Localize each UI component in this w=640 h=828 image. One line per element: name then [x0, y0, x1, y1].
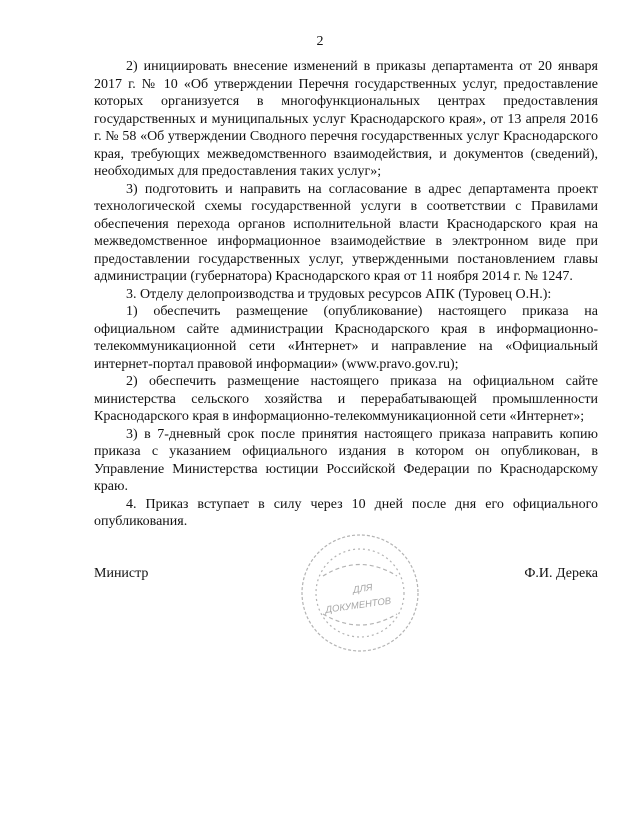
signatory-name: Ф.И. Дерека: [524, 566, 598, 581]
paragraph-section-4-effective: 4. Приказ вступает в силу через 10 дней после дня его официального опубликования.: [94, 496, 598, 529]
stamp-arc-bottom: [323, 614, 397, 625]
page-number: 2: [316, 34, 324, 49]
stamp-text-line1: ДЛЯ: [352, 582, 374, 596]
stamp-seal: [295, 528, 425, 658]
document-body: [94, 58, 598, 531]
paragraph-3-prepare-scheme: 3) подготовить и направить на согласование в адрес департамента проект технологической схемы государственной услуги в соответствии с Правилами обеспечения перехода органов исполнительной власти Краснодарского края на межведомственное информационное взаимодействие в электронном виде при предоставлении государственных услуг, утвержденными постановлением главы администрации (губернатора) Краснодарского края от 11 ноября 2014 г. № 1247.: [94, 181, 598, 284]
paragraph-1-publish-official: 1) обеспечить размещение (опубликование) настоящего приказа на официальном сайте администрации Краснодарского края в информационно-телекоммуникационной сети «Интернет» и направление на «Официальный интернет-портал правовой информации» (www.pravo.gov.ru);: [94, 304, 598, 372]
stamp-arc-top: [323, 565, 397, 577]
stamp-text-line2: ДОКУМЕНТОВ: [324, 595, 392, 616]
paragraph-2-publish-ministry: 2) обеспечить размещение настоящего приказа на официальном сайте министерства сельского хозяйства и перерабатывающей промышленности Краснодарского края в информационно-телекоммуникационной сети «Интернет»;: [94, 374, 598, 424]
signatory-title: Министр: [94, 566, 149, 581]
paragraph-section-3-heading: 3. Отделу делопроизводства и трудовых ресурсов АПК (Туровец О.Н.):: [126, 286, 552, 302]
paragraph-2-initiate-changes: 2) инициировать внесение изменений в приказы департамента от 20 января 2017 г. № 10 «Об утверждении Перечня государственных услуг, предоставление которых организуется в многофункциональных центрах предоставления государственных и муниципальных услуг Краснодарского края», от 13 апреля 2016 г. № 58 «Об утверждении Сводного перечня государственных услуг Краснодарского края, требующих межведомственного взаимодействия, и документов (сведений), необходимых для предоставления таких услуг»;: [94, 59, 598, 179]
paragraph-3-send-copy: 3) в 7-дневный срок после принятия настоящего приказа направить копию приказа с указанием официального издания в котором он опубликован, в Управление Министерства юстиции Российской Федерации по Краснодарскому краю.: [94, 426, 598, 494]
